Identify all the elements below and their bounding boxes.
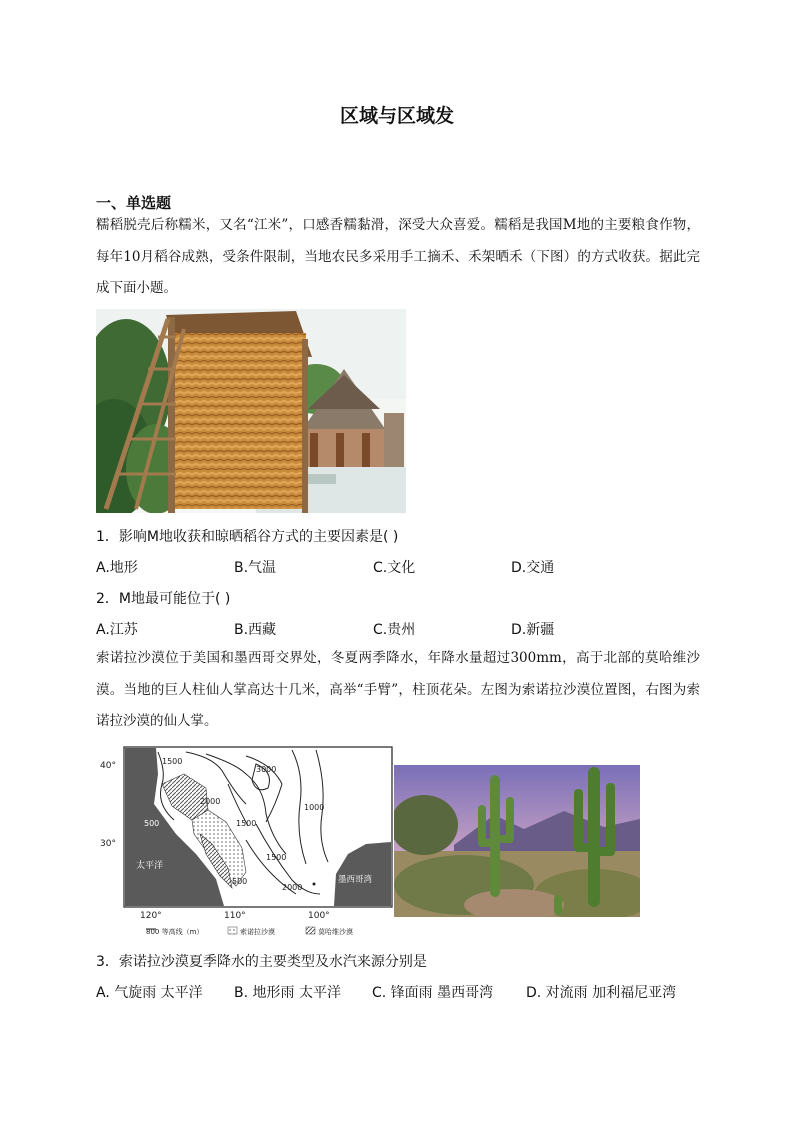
lat-label-30: 30° [100, 839, 116, 849]
legend-sonora-swatch [228, 927, 237, 934]
lon-label-110: 110° [224, 911, 246, 921]
contour-label: 1000 [304, 803, 325, 812]
option-c[interactable]: C. 锋面雨 墨西哥湾 [372, 985, 494, 1001]
option-d[interactable]: D.新疆 [511, 622, 555, 638]
option-a[interactable]: A.地形 [96, 560, 138, 576]
saguaro-cactus-photo [394, 765, 640, 917]
contour-label: 1500 [162, 757, 183, 766]
option-d[interactable]: D. 对流雨 加利福尼亚湾 [526, 985, 677, 1001]
passage-sonora: 索诺拉沙漠位于美国和墨西哥交界处，冬夏两季降水，年降水量超过300mm，高于北部的莫哈维沙漠。当地的巨人柱仙人掌高达十几米，高举“手臂”，柱顶花朵。左图为索诺拉沙漠位置图，右图为索诺拉沙漠的仙人掌。 [96, 650, 700, 729]
contour-label: 3000 [256, 765, 277, 774]
option-b[interactable]: B. 地形雨 太平洋 [234, 985, 341, 1001]
contour-label: 1500 [236, 819, 257, 828]
question-3: 3．索诺拉沙漠夏季降水的主要类型及水汽来源分别是 [96, 954, 427, 970]
lon-label-120: 120° [140, 911, 162, 921]
legend-mojave: 莫哈维沙漠 [318, 928, 353, 936]
pacific-label: 太平洋 [136, 861, 164, 871]
question-1-options [96, 557, 700, 579]
option-a[interactable]: A. 气旋雨 太平洋 [96, 985, 203, 1001]
question-1: 1．影响M地收获和晾晒稻谷方式的主要因素是( ) [96, 529, 399, 545]
passage-rice: 糯稻脱壳后称糯米，又名“江米”，口感香糯黏滑，深受大众喜爱。糯稻是我国M地的主要粮食作物，每年10月稻谷成熟，受条件限制，当地农民多采用手工摘禾、禾架晒禾（下图）的方式收获。据此完成下面小题。 [96, 217, 700, 296]
question-3-options [96, 982, 700, 1004]
lat-label-40: 40° [100, 761, 116, 771]
option-b[interactable]: B.气温 [234, 560, 277, 576]
legend-mojave-swatch [306, 927, 315, 934]
legend-contour: 800 等高线（m） [146, 928, 204, 936]
question-2-options [96, 619, 700, 641]
option-c[interactable]: C.文化 [373, 560, 416, 576]
gulf-of-mexico-label: 墨西哥湾 [338, 875, 373, 885]
contour-label: 1500 [266, 853, 287, 862]
contour-label: 500 [232, 877, 248, 886]
contour-label: 2000 [282, 883, 303, 892]
option-a[interactable]: A.江苏 [96, 622, 138, 638]
sonora-location-map [96, 744, 394, 940]
rice-drying-rack-photo [96, 309, 406, 513]
lon-label-100: 100° [308, 911, 330, 921]
option-c[interactable]: C.贵州 [373, 622, 416, 638]
contour-label: 500 [144, 819, 160, 828]
contour-label: 2000 [200, 797, 221, 806]
option-b[interactable]: B.西藏 [234, 622, 277, 638]
option-d[interactable]: D.交通 [511, 560, 555, 576]
section-heading: 一、单选题 [96, 194, 172, 212]
legend-sonora: 索诺拉沙漠 [240, 928, 275, 936]
question-2: 2．M地最可能位于( ) [96, 591, 231, 607]
page-title: 区域与区域发 [339, 105, 454, 127]
